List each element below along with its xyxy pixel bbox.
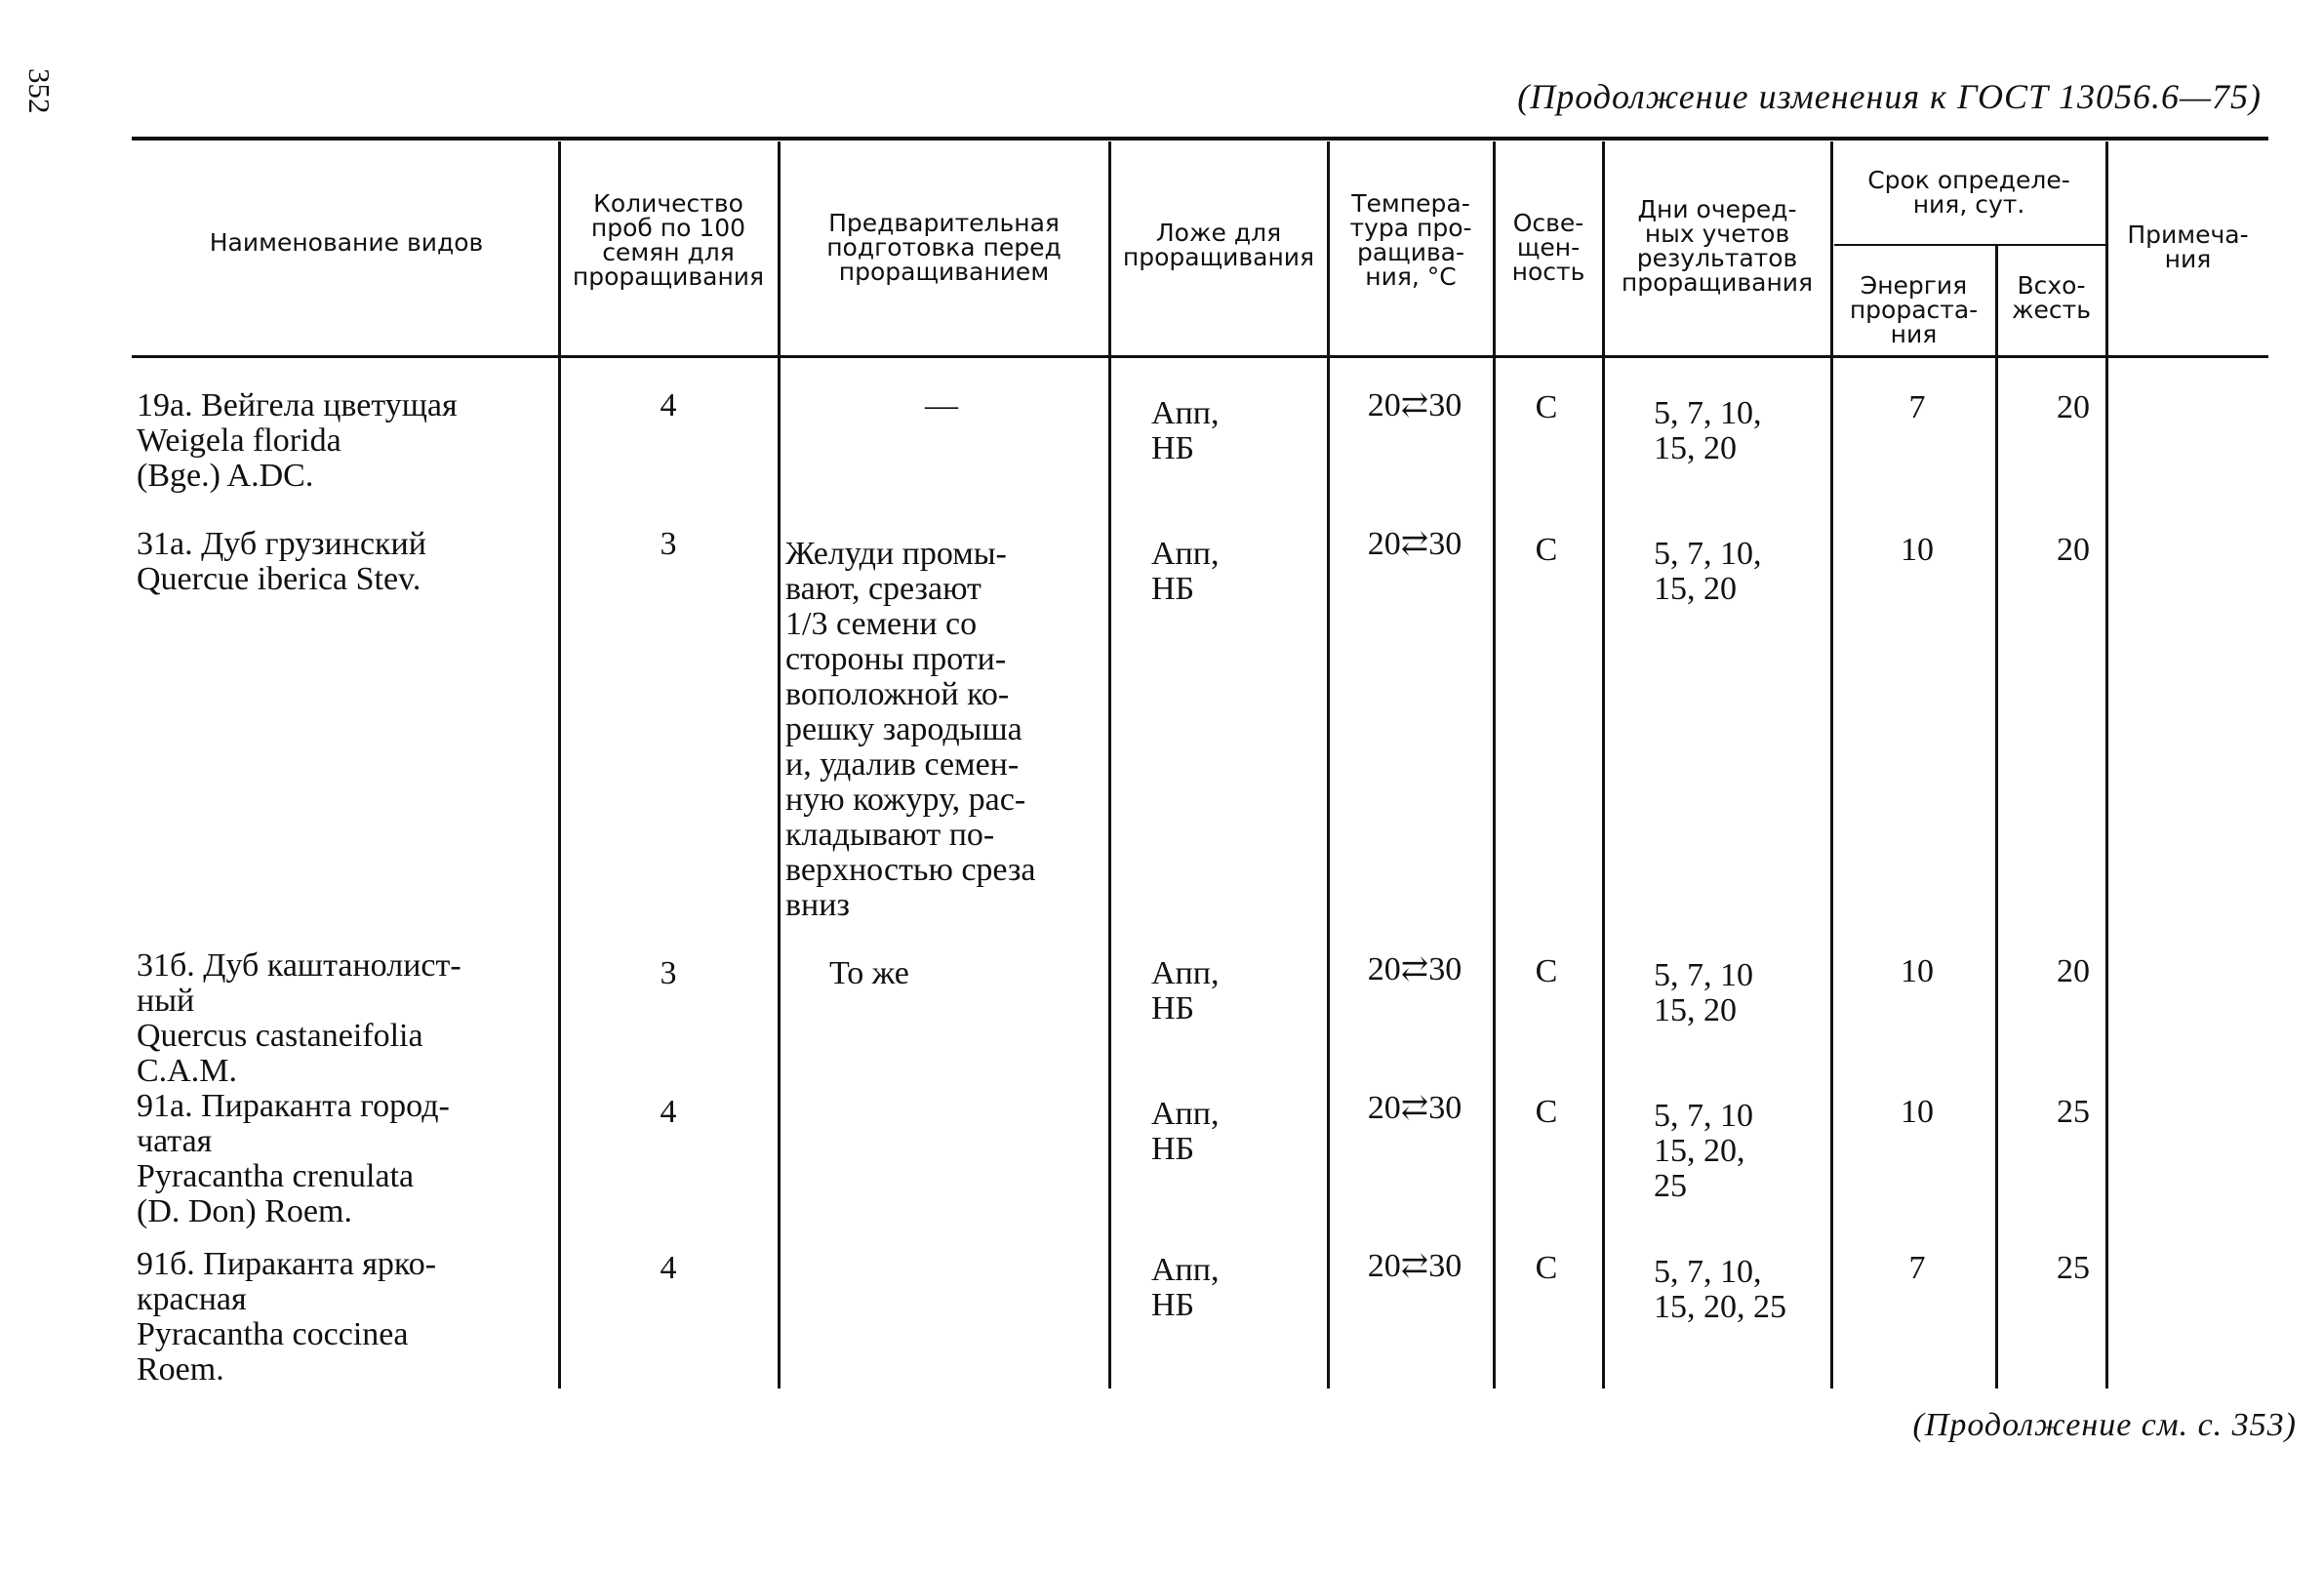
row-temperature: 20⇄30 [1367,526,1463,562]
row-germination: 20 [2057,389,2090,425]
col-header-days: Дни очеред- ных учетов результатов проращивания [1621,195,1814,297]
row-species-name: 31а. Дуб грузинский Quercue iberica Stev. [137,526,426,597]
row-preparation: Желуди промы- вают, срезают 1/3 семени со стороны проти- воположной ко- решку зародыша и, удалив семен- ную кожуру, рас- кладывают по- верхностью среза вниз [785,536,1036,923]
row-germination-bed: Апп, НБ [1151,395,1220,466]
col-divider [1327,141,1330,1388]
header-top-rule [132,137,2268,141]
row-species-name: 91б. Пираканта ярко- красная Pyracantha coccinea Roem. [137,1246,437,1388]
continuation-note: (Продолжение см. с. 353) [1912,1407,2297,1443]
row-temperature: 20⇄30 [1367,387,1463,423]
row-energy: 7 [1908,1250,1926,1286]
col-divider [778,141,781,1388]
col-header-energy: Энергия прораста- ния [1849,271,1979,348]
row-sample-count: 4 [660,387,677,423]
term-group-rule [1834,244,2105,246]
row-energy: 10 [1901,953,1934,989]
col-header-notes: Примеча- ния [2127,221,2249,273]
row-preparation: — [925,387,958,423]
row-light: С [1535,1250,1558,1286]
col-divider [2105,141,2108,1388]
row-sample-count: 4 [660,1250,677,1286]
col-header-light: Осве- щен- ность [1511,209,1585,286]
row-species-name: 91а. Пираканта город- чатая Pyracantha crenulata (D. Don) Roem. [137,1088,450,1229]
row-light: С [1535,532,1558,568]
col-header-bed: Ложе для проращивания [1122,219,1315,271]
row-count-days: 5, 7, 10, 15, 20 [1654,395,1762,466]
row-temperature: 20⇄30 [1367,1248,1463,1284]
row-energy: 7 [1908,389,1926,425]
row-germination-bed: Апп, НБ [1151,1096,1220,1167]
row-germination: 25 [2057,1094,2090,1130]
row-count-days: 5, 7, 10 15, 20 [1654,957,1753,1028]
row-sample-count: 3 [660,526,677,562]
row-temperature: 20⇄30 [1367,951,1463,987]
row-species-name: 19а. Вейгела цветущая Weigela florida (Bge.) A.DC. [137,387,458,494]
row-germination-bed: Апп, НБ [1151,536,1220,607]
row-germination: 20 [2057,532,2090,568]
page-number: 352 [22,68,57,114]
col-divider [1602,141,1605,1388]
row-light: С [1535,1094,1558,1130]
row-temperature: 20⇄30 [1367,1090,1463,1126]
row-light: С [1535,953,1558,989]
row-sample-count: 4 [660,1094,677,1130]
row-light: С [1535,389,1558,425]
col-divider [1493,141,1496,1388]
col-header-prep: Предварительная подготовка перед проращиванием [826,209,1062,286]
row-count-days: 5, 7, 10, 15, 20 [1654,536,1762,607]
col-header-term-group: Срок определе- ния, сут. [1867,166,2070,219]
row-preparation: То же [829,955,909,991]
col-header-temp: Темпера- тура про- ращива- ния, °С [1349,189,1472,291]
row-count-days: 5, 7, 10, 15, 20, 25 [1654,1254,1786,1325]
col-divider [558,141,561,1388]
row-sample-count: 3 [660,955,677,991]
row-germination: 25 [2057,1250,2090,1286]
page-header-title: (Продолжение изменения к ГОСТ 13056.6—75) [1517,77,2262,116]
col-header-qty: Количество проб по 100 семян для проращивания [572,189,765,291]
row-germination-bed: Апп, НБ [1151,1252,1220,1323]
row-count-days: 5, 7, 10 15, 20, 25 [1654,1098,1753,1204]
row-energy: 10 [1901,532,1934,568]
col-header-name: Наименование видов [209,228,484,257]
row-species-name: 31б. Дуб каштанолист- ный Quercus castaneifolia C.A.M. [137,947,461,1089]
row-germination-bed: Апп, НБ [1151,955,1220,1026]
col-header-germ: Всхо- жесть [2012,271,2091,324]
row-energy: 10 [1901,1094,1934,1130]
row-germination: 20 [2057,953,2090,989]
col-divider [1108,141,1111,1388]
header-bottom-rule [132,355,2268,358]
